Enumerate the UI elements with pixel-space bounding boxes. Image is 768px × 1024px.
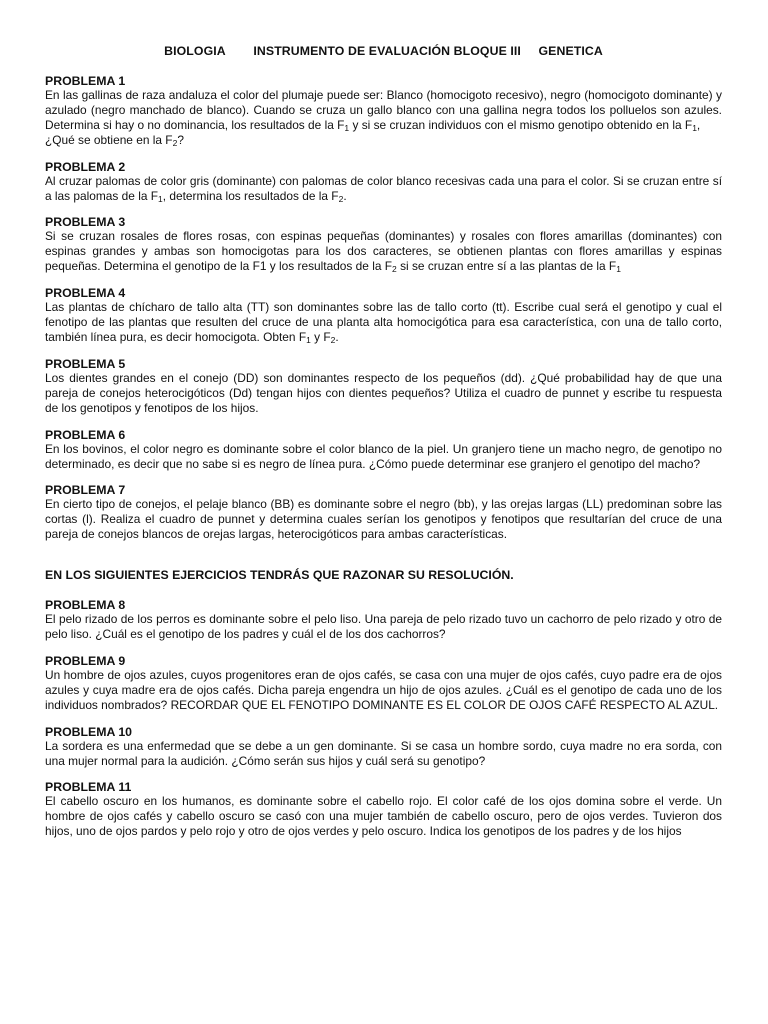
- problem-title: PROBLEMA 1: [45, 74, 126, 88]
- problem-title: PROBLEMA 6: [45, 427, 126, 442]
- problem-block: [45, 780, 722, 839]
- problem-text: La sordera es una enfermedad que se debe a un gen dominante. Si se casa un hombre sordo, cuya madre no era sorda, con una mujer normal para la audición. ¿Cómo serán sus hijos y cuál será su genotipo?: [45, 738, 722, 768]
- problem-block: [45, 215, 722, 274]
- problem-block: [45, 598, 722, 642]
- problem-text: Al cruzar palomas de color gris (dominante) con palomas de color blanco recesivas cada una para el color. Si se cruzan entre sí a las palomas de la $F_1$, determina los resultados de la $F_2$.: [45, 173, 722, 204]
- problem-list-b: [45, 598, 722, 839]
- section-heading: EN LOS SIGUIENTES EJERCICIOS TENDRÁS QUE RAZONAR SU RESOLUCIÓN.: [45, 568, 514, 583]
- problem-title: PROBLEMA 4: [45, 286, 126, 301]
- problem-text: El pelo rizado de los perros es dominante sobre el pelo liso. Una pareja de pelo rizado tuvo un cachorro de pelo rizado y otro de pelo liso. ¿Cuál es el genotipo de los padres y cuál el de los dos cachorros?: [45, 612, 722, 642]
- problem-text: Las plantas de chícharo de tallo alta (TT) son dominantes sobre las de tallo corto (tt). Escribe cual será el genotipo y cual el fenotipo de las plantas que resulten del cruce de una planta alta homocigótica para esa característica, con una de tallo corto, también línea pura, es decir homocigota. Obten $F_1$ y $F_2$.: [45, 300, 722, 345]
- problem-block: [45, 483, 722, 542]
- problem-title: PROBLEMA 3: [45, 215, 126, 230]
- problem-text: En cierto tipo de conejos, el pelaje blanco (BB) es dominante sobre el negro (bb), y las orejas largas (LL) predominan sobre las cortas (l). Realiza el cuadro de punnet y determina cuales serían los genotipos y fenotipos que resultarían del cruce de una pareja de conejos blancos de orejas largas, heterocigóticos para ambas características.: [45, 497, 722, 542]
- problem-text: En los bovinos, el color negro es dominante sobre el color blanco de la piel. Un granjero tiene un macho negro, de genotipo no determinado, es decir que no sabe si es negro de línea pura. ¿Cómo puede determinar ese granjero el genotipo del macho?: [45, 441, 722, 471]
- problem-title: PROBLEMA 9: [45, 653, 126, 668]
- problem-list-a: [45, 74, 722, 542]
- problem-text: El cabello oscuro en los humanos, es dominante sobre el cabello rojo. El color café de los ojos domina sobre el verde. Un hombre de ojos cafés y cabello oscuro se casó con una mujer también de cabello oscuro, pero de ojos verdes. Tuvieron dos hijos, uno de ojos pardos y pelo rojo y otro de ojos verdes y pelo oscuro. Indica los genotipos de los padres y de los hijos: [45, 794, 722, 839]
- problem-title: PROBLEMA 7: [45, 483, 126, 498]
- problem-block: [45, 725, 722, 769]
- problem-title: PROBLEMA 5: [45, 356, 126, 371]
- problem-block: [45, 654, 722, 713]
- problem-text: Un hombre de ojos azules, cuyos progenitores eran de ojos cafés, se casa con una mujer de ojos cafés, cuyo padre era de ojos azules y cuya madre era de ojos cafés. Dicha pareja engendra un hijo de ojos azules. ¿Cuál es el genotipo de cada uno de los individuos nombrados? RECORDAR QUE EL FENOTIPO DOMINANTE ES EL COLOR DE OJOS CAFÉ RESPECTO AL AZUL.: [45, 667, 722, 712]
- problem-text: Los dientes grandes en el conejo (DD) son dominantes respecto de los pequeños (dd). ¿Qué probabilidad hay de que una pareja de conejos heterocigóticos (Dd) tengan hijos con dientes pequeños? Utiliza el cuadro de punnet y escribe tu respuesta de los genotipos y fenotipos de los hijos.: [45, 370, 722, 415]
- problem-title: PROBLEMA 10: [45, 724, 133, 739]
- problem-block: [45, 160, 722, 204]
- document-header: BIOLOGIA INSTRUMENTO DE EVALUACIÓN BLOQUE III GENETICA: [164, 44, 603, 58]
- problem-title: PROBLEMA 11: [45, 780, 132, 795]
- problem-block: [45, 428, 722, 472]
- problem-block: [45, 286, 722, 345]
- problem-title: PROBLEMA 8: [45, 598, 126, 613]
- problem-title: PROBLEMA 2: [45, 159, 126, 174]
- problem-text: En las gallinas de raza andaluza el color del plumaje puede ser: Blanco (homocigoto recesivo), negro (homocigoto dominante) y azulado (negro manchado de blanco). Cuando se cruza un gallo blanco con una gallina negra todos los polluelos son azules. Determina si hay o no dominancia, los resultados de la $F_1$ y si se cruzan individuos con el mismo genotipo obtenido en la $F_1$, ¿Qué se obtiene en la $F_2$?: [45, 88, 722, 148]
- problem-text: Si se cruzan rosales de flores rosas, con espinas pequeñas (dominantes) y rosales con flores amarillas (dominantes) con espinas grandes y ambas son homocigotas para los dos caracteres, se obtienen plantas con flores amarillas y espinas pequeñas. Determina el genotipo de la F1 y los resultados de la $F_2$ si se cruzan entre sí a las plantas de la $F_1$: [45, 229, 722, 275]
- problem-block: [45, 357, 722, 416]
- problem-block: [45, 74, 722, 148]
